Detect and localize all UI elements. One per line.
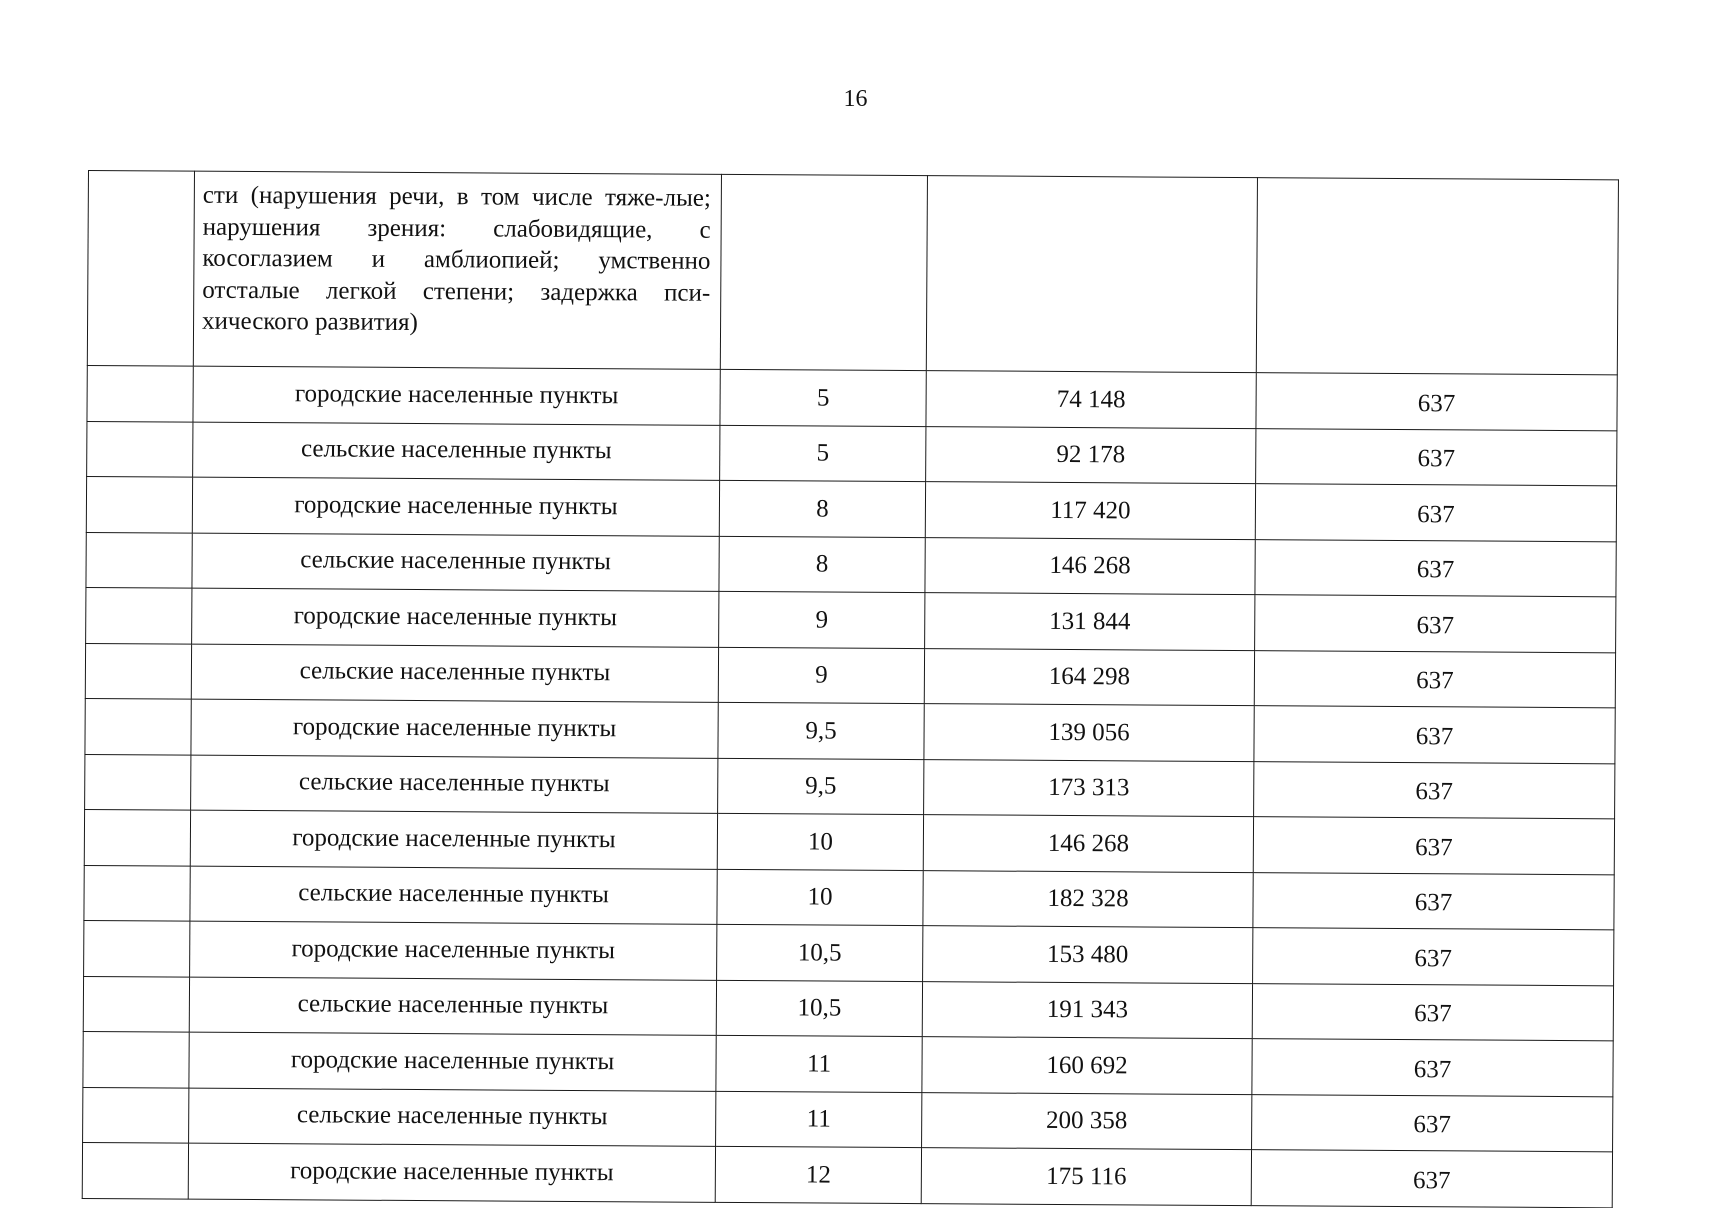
amount-cell: 175 116 — [921, 1148, 1251, 1206]
table-row — [85, 754, 1615, 819]
table-row — [86, 476, 1616, 541]
amount-cell: 153 480 — [923, 926, 1253, 984]
code-cell: 637 — [1253, 817, 1614, 875]
index-cell — [86, 532, 192, 588]
coefficient-cell: 8 — [719, 536, 925, 593]
coefficient-cell: 10 — [717, 869, 923, 926]
amount-cell: 173 313 — [924, 759, 1254, 817]
settlement-type-cell: городские населенные пункты — [192, 477, 719, 536]
code-cell: 637 — [1255, 484, 1616, 542]
settlement-type-cell: сельские населенные пункты — [189, 977, 716, 1036]
coefficient-cell: 11 — [716, 1035, 922, 1092]
code-cell: 637 — [1255, 539, 1616, 597]
settlement-type-cell: городские населенные пункты — [193, 366, 720, 425]
code-cell: 637 — [1255, 595, 1616, 653]
settlement-type-cell: сельские населенные пункты — [189, 1088, 716, 1147]
table-row — [86, 532, 1616, 597]
index-cell — [83, 1031, 189, 1087]
index-cell — [84, 920, 190, 976]
table-body — [82, 171, 1618, 1208]
coefficient-cell: 11 — [716, 1091, 922, 1148]
settlement-type-cell: городские населенные пункты — [189, 1032, 716, 1091]
code-cell: 637 — [1256, 373, 1617, 431]
index-cell — [83, 976, 189, 1032]
settlement-type-cell: городские населенные пункты — [188, 1143, 715, 1202]
code-cell: 637 — [1254, 706, 1615, 764]
amount-cell: 164 298 — [924, 648, 1254, 706]
amount-cell: 131 844 — [925, 593, 1255, 651]
coefficient-cell: 10,5 — [716, 980, 922, 1037]
index-cell — [86, 476, 192, 532]
coefficient-cell: 9 — [719, 591, 925, 648]
amount-cell: 74 148 — [926, 371, 1256, 429]
code-cell: 637 — [1254, 650, 1615, 708]
index-cell — [87, 365, 193, 421]
table-continuation-row — [87, 171, 1618, 375]
settlement-type-cell: городские населенные пункты — [190, 810, 717, 869]
code-cell: 637 — [1256, 428, 1617, 486]
table-row — [87, 421, 1617, 486]
amount-cell: 160 692 — [922, 1037, 1252, 1095]
index-cell — [84, 865, 190, 921]
code-cell: 637 — [1253, 928, 1614, 986]
settlement-type-cell: городские населенные пункты — [192, 588, 719, 647]
table-row — [85, 643, 1615, 708]
index-cell — [83, 1087, 189, 1143]
settlement-type-cell: сельские населенные пункты — [193, 422, 720, 481]
coefficient-cell: 9 — [718, 647, 924, 704]
code-cell: 637 — [1252, 1039, 1613, 1097]
table-row — [84, 920, 1614, 985]
index-cell — [86, 587, 192, 643]
amount-cell: 182 328 — [923, 870, 1253, 928]
table-row — [83, 1087, 1613, 1152]
table-row — [86, 587, 1616, 652]
category-description-cell: сти (нарушения речи, в том числе тяже-лые; нарушения зрения: слабовидящие, с косоглазием и амблиопией; умственно отсталые легкой степени; задержка пси-хического развития) — [193, 171, 721, 369]
norms-table — [82, 170, 1619, 1208]
index-cell — [85, 643, 191, 699]
code-cell: 637 — [1251, 1150, 1612, 1208]
table-row — [84, 809, 1614, 874]
empty-code-cell — [1256, 178, 1618, 375]
amount-cell: 146 268 — [925, 537, 1255, 595]
index-cell — [85, 754, 191, 810]
index-cell — [84, 809, 190, 865]
settlement-type-cell: сельские населенные пункты — [191, 644, 718, 703]
coefficient-cell: 5 — [720, 425, 926, 482]
code-cell: 637 — [1252, 1094, 1613, 1152]
table-row — [83, 976, 1613, 1041]
code-cell: 637 — [1253, 872, 1614, 930]
table-row — [87, 365, 1617, 430]
table-row — [82, 1142, 1612, 1207]
amount-cell: 117 420 — [925, 482, 1255, 540]
code-cell: 637 — [1254, 761, 1615, 819]
settlement-type-cell: городские населенные пункты — [190, 921, 717, 980]
coefficient-cell: 10 — [717, 813, 923, 870]
coefficient-cell: 9,5 — [718, 702, 924, 759]
coefficient-cell: 8 — [719, 480, 925, 537]
empty-index-cell — [87, 171, 194, 367]
empty-coef-cell — [720, 174, 927, 370]
settlement-type-cell: сельские населенные пункты — [192, 533, 719, 592]
settlement-type-cell: сельские населенные пункты — [191, 755, 718, 814]
table-row — [85, 698, 1615, 763]
table-row — [84, 865, 1614, 930]
index-cell — [82, 1142, 188, 1198]
index-cell — [85, 698, 191, 754]
amount-cell: 191 343 — [922, 981, 1252, 1039]
coefficient-cell: 5 — [720, 369, 926, 426]
index-cell — [87, 421, 193, 477]
amount-cell: 200 358 — [922, 1092, 1252, 1150]
coefficient-cell: 9,5 — [718, 758, 924, 815]
settlement-type-cell: сельские населенные пункты — [190, 866, 717, 925]
empty-amount-cell — [926, 176, 1257, 373]
code-cell: 637 — [1252, 983, 1613, 1041]
page-number: 16 — [843, 86, 868, 112]
amount-cell: 92 178 — [926, 426, 1256, 484]
amount-cell: 139 056 — [924, 704, 1254, 762]
table-row — [83, 1031, 1613, 1096]
coefficient-cell: 10,5 — [717, 924, 923, 981]
coefficient-cell: 12 — [715, 1146, 921, 1203]
settlement-type-cell: городские населенные пункты — [191, 699, 718, 758]
amount-cell: 146 268 — [923, 815, 1253, 873]
